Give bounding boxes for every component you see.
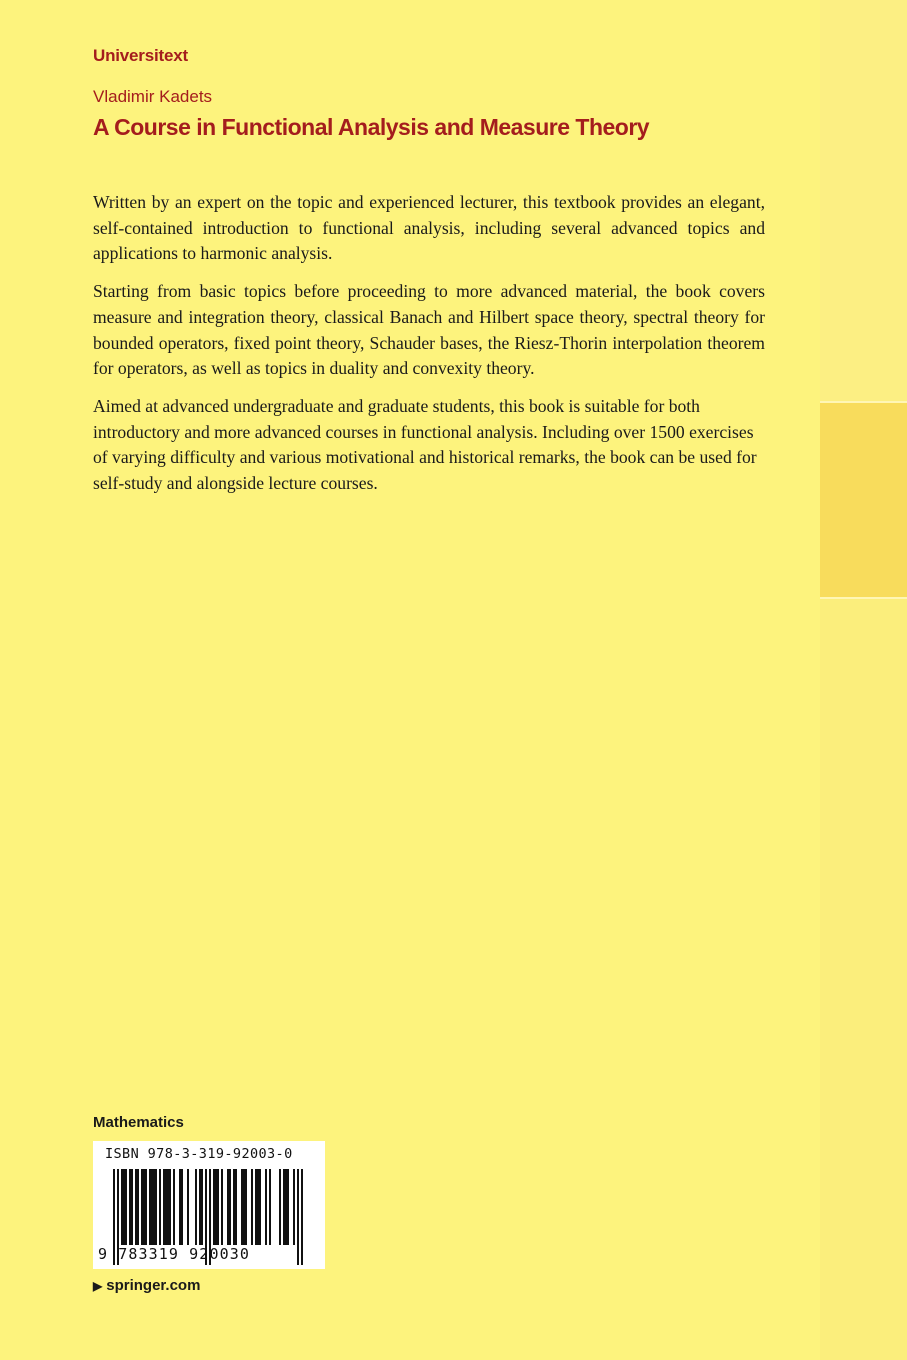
barcode-bar	[195, 1169, 197, 1245]
barcode-bar	[129, 1169, 131, 1245]
barcode-bar	[155, 1169, 157, 1245]
barcode-bar	[283, 1169, 285, 1245]
barcode-bar	[131, 1169, 133, 1245]
barcode-bar	[251, 1169, 253, 1245]
website-link[interactable]	[93, 1277, 200, 1294]
barcode-bar	[149, 1169, 151, 1245]
barcode-bar	[167, 1169, 169, 1245]
barcode-bar	[199, 1169, 201, 1245]
barcode-bar	[145, 1169, 147, 1245]
barcode-bar	[229, 1169, 231, 1245]
blurb-paragraph: Aimed at advanced undergraduate and graduate students, this book is suitable for both introductory and more advanced courses in functional analysis. Including over 1500 exercises of varying difficulty and various motivational and historical remarks, the book can be used for self-study and alongside lecture courses.	[93, 395, 757, 494]
barcode-bar	[301, 1169, 303, 1265]
barcode-bar	[255, 1169, 257, 1245]
website-label: springer.com	[106, 1277, 201, 1294]
barcode-bar	[135, 1169, 137, 1245]
barcode-bar	[215, 1169, 217, 1245]
barcode-bar	[163, 1169, 165, 1245]
barcode-bar	[187, 1169, 189, 1245]
isbn-label: ISBN 978-3-319-92003-0	[105, 1146, 293, 1162]
book-title: A Course in Functional Analysis and Measure Theory	[93, 114, 650, 140]
barcode-bar	[165, 1169, 167, 1245]
barcode-bar	[169, 1169, 171, 1245]
barcode-bar	[241, 1169, 243, 1245]
barcode-bar	[125, 1169, 127, 1245]
spine-separator	[820, 401, 907, 403]
barcode-bar	[179, 1169, 181, 1245]
spine-separator	[820, 597, 907, 599]
barcode-bar	[227, 1169, 229, 1245]
barcode-bar	[181, 1169, 183, 1245]
barcode-bar	[235, 1169, 237, 1245]
barcode-bar	[201, 1169, 203, 1245]
spine-edge	[820, 0, 907, 1360]
barcode-bar	[257, 1169, 259, 1245]
barcode-bar	[123, 1169, 125, 1245]
arrow-right-icon: ▶	[93, 1279, 103, 1293]
barcode-bar	[233, 1169, 235, 1245]
subject-label: Mathematics	[93, 1114, 184, 1131]
blurb-paragraph: Written by an expert on the topic and experienced lecturer, this textbook provides an elegant, self-contained introduction to functional analysis, including several advanced topics and applications to harmonic analysis.	[93, 192, 765, 264]
barcode-digits: 9 783319 920030	[98, 1245, 250, 1263]
barcode	[93, 1141, 325, 1269]
barcode-bar	[137, 1169, 139, 1245]
barcode-bar	[213, 1169, 215, 1245]
spine-band-top	[820, 0, 907, 402]
barcode-bar	[143, 1169, 145, 1245]
barcode-bar	[221, 1169, 223, 1245]
barcode-bar	[173, 1169, 175, 1245]
spine-band-bottom	[820, 598, 907, 1360]
barcode-bar	[287, 1169, 289, 1245]
barcode-bar	[243, 1169, 245, 1245]
barcode-bar	[245, 1169, 247, 1245]
barcode-bar	[217, 1169, 219, 1245]
barcode-bar	[159, 1169, 161, 1245]
barcode-bar	[121, 1169, 123, 1245]
barcode-bar	[153, 1169, 155, 1245]
barcode-bar	[151, 1169, 153, 1245]
barcode-bar	[265, 1169, 267, 1245]
barcode-bar	[259, 1169, 261, 1245]
barcode-bar	[279, 1169, 281, 1245]
blurb	[93, 190, 765, 509]
barcode-bar	[285, 1169, 287, 1245]
blurb-paragraph: Starting from basic topics before proceeding to more advanced material, the book covers measure and integration theory, classical Banach and Hilbert space theory, spectral theory for bounded operators, fixed point theory, Schauder bases, the Riesz-Thorin interpolation theorem for operators, as well as topics in duality and convexity theory.	[93, 281, 765, 379]
author-name: Vladimir Kadets	[93, 87, 213, 106]
series-name: Universitext	[93, 46, 188, 65]
barcode-bar	[297, 1169, 299, 1265]
barcode-bar	[141, 1169, 143, 1245]
barcode-bar	[293, 1169, 295, 1245]
barcode-bar	[269, 1169, 271, 1245]
spine-band-middle	[820, 402, 907, 598]
